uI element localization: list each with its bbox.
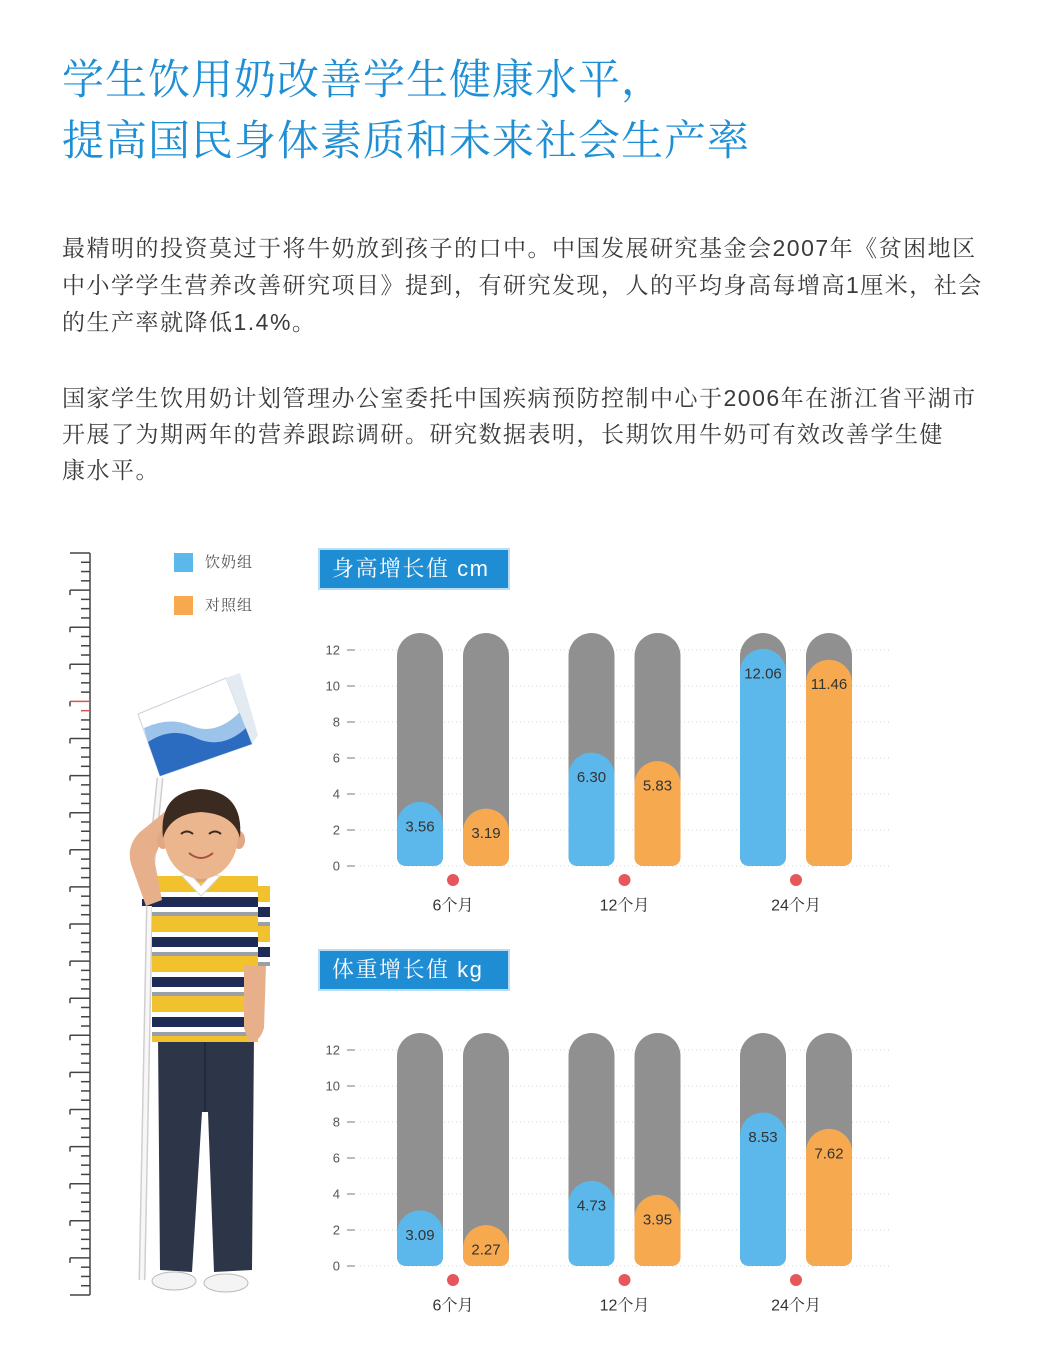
height-chart-value-label-milk-group-2: 6.30 [576,769,607,787]
shirt-stripe [152,977,258,987]
weight-chart-value-label-milk-group-1: 3.09 [405,1226,435,1244]
height-chart-value-label-control-group-1: 3.19 [471,825,501,843]
headline-line-1: 学生饮用奶改善学生健康水平， [62,56,665,103]
weight-chart-category-dot [619,1274,631,1286]
legend-swatch-milk-group [174,553,193,572]
shirt-stripe [152,992,258,996]
boy-left-shoe [152,1272,196,1290]
study-paragraph-line-2: 开展了为期两年的营养跟踪调研。研究数据表明，长期饮用牛奶可有效改善学生健 [62,421,944,447]
shirt-stripe [152,987,258,992]
intro-paragraph-line-2: 中小学学生营养改善研究项目》提到，有研究发现，人的平均身高每增高1厘米，社会 [62,272,983,298]
height-chart-value-label-milk-group-1: 3.56 [405,818,435,836]
weight-chart-y-tick-label: 6 [332,1150,340,1166]
shirt-stripe [152,932,258,937]
weight-gain-chart [300,1020,900,1320]
legend-swatch-control-group [174,596,193,615]
legend-label-milk-group: 饮奶组 [205,554,254,571]
shirt-stripe [152,972,258,977]
headline-line-2: 提高国民身体素质和未来社会生产率 [62,117,751,164]
boy-right-arm [244,966,266,1042]
height-chart-y-tick-label: 6 [332,750,340,766]
height-chart-value-label-control-group-2: 5.83 [642,777,673,795]
shirt-stripe [152,892,258,897]
weight-chart-value-label-control-group-1: 2.27 [471,1241,501,1259]
study-paragraph-line-3: 康水平。 [62,457,160,483]
height-chart-y-tick-label: 12 [325,642,340,658]
shirt-stripe [152,1012,258,1017]
weight-chart-value-label-control-group-3: 7.62 [814,1145,844,1163]
height-chart-y-tick-label: 4 [332,786,340,802]
height-chart-category-dot [619,874,631,886]
height-chart-y-tick-label: 10 [325,678,340,694]
shirt-stripe [152,1027,258,1032]
shirt-stripe [152,937,258,947]
height-chart-value-label-control-group-3: 11.46 [810,676,848,694]
weight-chart-value-label-control-group-2: 3.95 [642,1211,673,1229]
intro-paragraph-line-3: 的生产率就降低1.4%。 [62,309,317,335]
shirt-stripe [152,996,258,1012]
weight-chart-bar-control-group-2 [635,1195,681,1266]
weight-chart-category-label: 24个月 [771,1297,821,1315]
weight-chart-y-tick-label: 0 [332,1258,340,1274]
shirt-stripe [152,907,258,912]
legend-label-control-group: 对照组 [205,597,254,614]
height-chart-y-tick-label: 2 [332,822,340,838]
weight-chart-value-label-milk-group-3: 8.53 [748,1128,778,1146]
height-ruler [60,545,100,1305]
shirt-stripe [152,1032,258,1036]
intro-paragraph-line-1: 最精明的投资莫过于将牛奶放到孩子的口中。中国发展研究基金会2007年《贫困地区 [62,235,977,261]
weight-chart-category-dot [447,1274,459,1286]
weight-chart-category-dot [790,1274,802,1286]
weight-chart-category-label: 6个月 [432,1297,474,1315]
weight-chart-y-tick-label: 12 [325,1042,340,1058]
height-gain-chart [300,620,900,920]
height-chart-y-tick-label: 8 [332,714,340,730]
weight-chart-title: 体重增长值 kg [320,951,508,989]
height-chart-category-label: 12个月 [599,897,650,915]
height-chart-category-label: 24个月 [771,897,821,915]
shirt-stripe [152,1036,258,1042]
weight-chart-y-tick-label: 4 [332,1186,340,1202]
weight-chart-bar-milk-group-2 [569,1181,615,1266]
shirt-stripe [152,916,258,932]
study-paragraph-line-1: 国家学生饮用奶计划管理办公室委托中国疾病预防控制中心于2006年在浙江省平湖市 [62,385,977,411]
shirt-stripe [152,1017,258,1027]
shirt-stripe [152,897,258,907]
height-chart-y-tick-label: 0 [332,858,340,874]
weight-chart-value-label-milk-group-2: 4.73 [576,1197,607,1215]
shirt-stripe [152,947,258,952]
weight-chart-y-tick-label: 10 [325,1078,340,1094]
height-chart-title: 身高增长值 cm [320,550,508,588]
weight-chart-y-tick-label: 2 [332,1222,340,1238]
height-chart-category-dot [790,874,802,886]
height-chart-category-dot [447,874,459,886]
weight-chart-category-label: 12个月 [599,1297,650,1315]
shirt-stripe [152,912,258,916]
weight-chart-y-tick-label: 8 [332,1114,340,1130]
boy-right-shoe [204,1274,248,1292]
height-chart-category-label: 6个月 [432,897,474,915]
shirt-stripe [152,956,258,972]
shirt-stripe [152,952,258,956]
height-chart-value-label-milk-group-3: 12.06 [744,665,782,683]
boy-illustration [110,670,290,1300]
